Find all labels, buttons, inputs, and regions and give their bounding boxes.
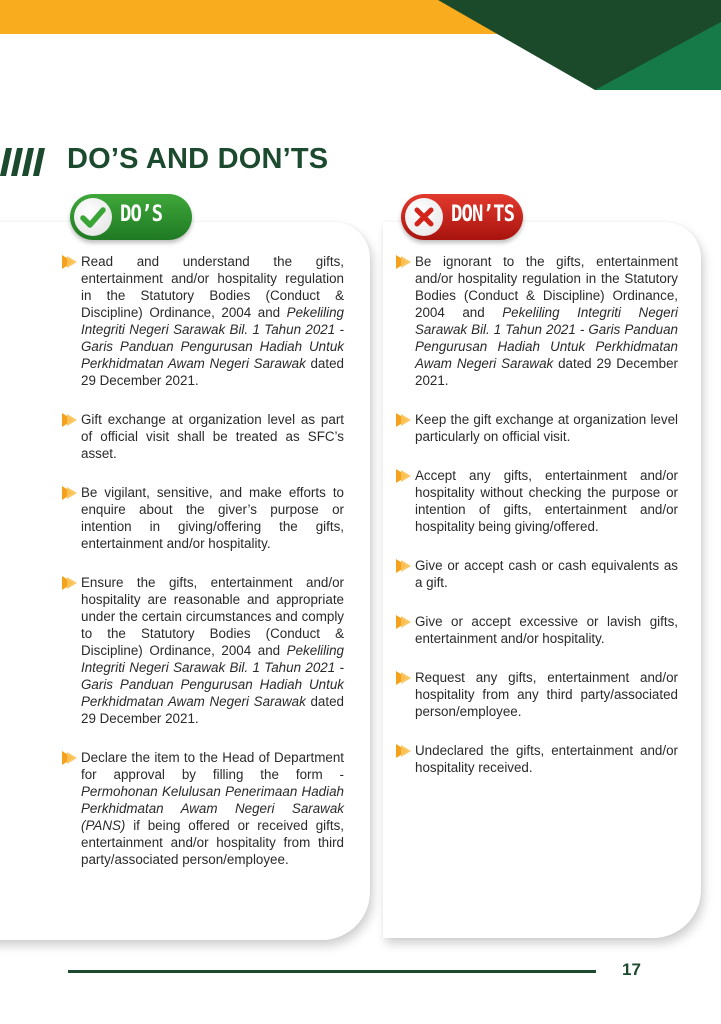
donts-list xyxy=(396,253,678,776)
dos-item: Read and understand the gifts, entertainment and/or hospitality regulation in the Statutory Bodies (Conduct & Discipline) Ordinance, 2004 and Pekeliling Integriti Negeri Sarawak Bil. 1 Tahun 2021 - Garis Panduan Pengurusan Hadiah Untuk Perkhidmatan Awam Negeri Sarawak dated 29 December 2021. xyxy=(62,253,344,389)
donts-item: Undeclared the gifts, entertainment and/or hospitality received. xyxy=(396,742,678,776)
dos-item: Be vigilant, sensitive, and make efforts to enquire about the giver’s purpose or intention in giving/offering the gifts, entertainment and/or hospitality. xyxy=(62,484,344,552)
dos-item: Ensure the gifts, entertainment and/or hospitality are reasonable and appropriate under the certain circumstances and comply to the Statutory Bodies (Conduct & Discipline) Ordinance, 2004 and Pekeliling Integriti Negeri Sarawak Bil. 1 Tahun 2021 - Garis Panduan Pengurusan Hadiah Untuk Perkhidmatan Awam Negeri Sarawak dated 29 December 2021. xyxy=(62,574,344,727)
donts-badge xyxy=(401,194,523,240)
play-arrow-icon xyxy=(62,255,80,269)
slashes-icon xyxy=(0,148,46,176)
play-arrow-icon xyxy=(396,413,414,427)
donts-item: Be ignorant to the gifts, entertainment and/or hospitality regulation in the Statutory Bodies (Conduct & Discipline) Ordinance, 2004 and Pekeliling Integriti Negeri Sarawak Bil. 1 Tahun 2021 - Garis Panduan Pengurusan Hadiah Untuk Perkhidmatan Awam Negeri Sarawak dated 29 December 2021. xyxy=(396,253,678,389)
play-arrow-icon xyxy=(62,751,80,765)
donts-label: DON’TS xyxy=(451,202,515,227)
dos-item: Gift exchange at organization level as part of official visit shall be treated as SFC’s asset. xyxy=(62,411,344,462)
play-arrow-icon xyxy=(396,255,414,269)
footer-divider xyxy=(68,970,596,973)
corner-decoration xyxy=(0,0,721,95)
page-title: DO’S AND DON’TS xyxy=(67,143,329,175)
play-arrow-icon xyxy=(62,576,80,590)
play-arrow-icon xyxy=(396,469,414,483)
donts-item: Request any gifts, entertainment and/or hospitality from any third party/associated person/employee. xyxy=(396,669,678,720)
donts-item: Give or accept excessive or lavish gifts, entertainment and/or hospitality. xyxy=(396,613,678,647)
play-arrow-icon xyxy=(396,671,414,685)
donts-item: Give or accept cash or cash equivalents as a gift. xyxy=(396,557,678,591)
play-arrow-icon xyxy=(62,486,80,500)
check-icon xyxy=(74,198,112,236)
dos-badge xyxy=(70,194,192,240)
play-arrow-icon xyxy=(396,559,414,573)
dos-item: Declare the item to the Head of Department for approval by filling the form - Permohonan Kelulusan Penerimaan Hadiah Perkhidmatan Awam Negeri Sarawak (PANS) if being offered or received gifts, entertainment and/or hospitality from third party/associated person/employee. xyxy=(62,749,344,868)
donts-item: Keep the gift exchange at organization level particularly on official visit. xyxy=(396,411,678,445)
page-number: 17 xyxy=(622,960,641,979)
play-arrow-icon xyxy=(396,615,414,629)
donts-item: Accept any gifts, entertainment and/or hospitality without checking the purpose or intention of gifts, entertainment and/or hospitality being giving/offered. xyxy=(396,467,678,535)
dos-label: DO’S xyxy=(120,202,163,227)
play-arrow-icon xyxy=(396,744,414,758)
cross-icon xyxy=(405,198,443,236)
play-arrow-icon xyxy=(62,413,80,427)
dos-list xyxy=(62,253,344,868)
